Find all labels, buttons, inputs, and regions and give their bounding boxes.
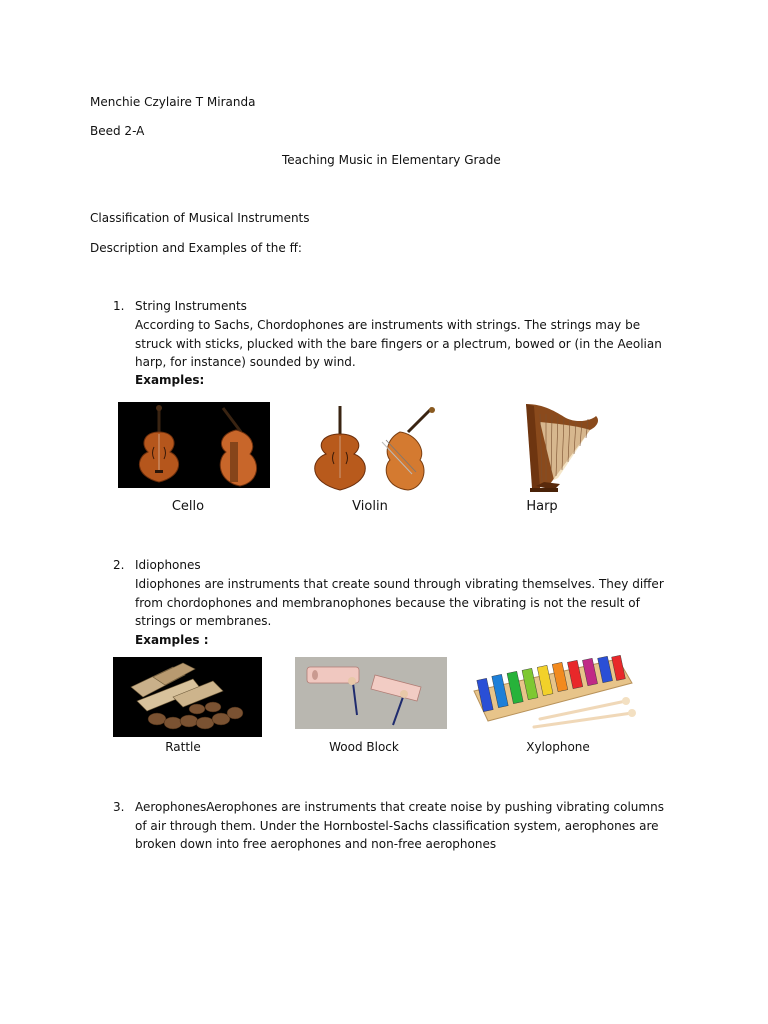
example-caption-harp: Harp bbox=[526, 499, 558, 514]
example-caption-rattle: Rattle bbox=[165, 740, 201, 754]
xylophone-photo bbox=[468, 655, 638, 733]
section-description: Idiophones are instruments that create sound through vibrating themselves. They differ from chordophones and membranophones because the vibrating is not the result of strings or membranes. bbox=[135, 577, 664, 629]
rattle-photo bbox=[113, 657, 262, 737]
instruction-line: Description and Examples of the ff: bbox=[90, 241, 302, 255]
section-number: 2. bbox=[113, 558, 125, 572]
author-name: Menchie Czylaire T Miranda bbox=[90, 95, 256, 109]
section-description: AerophonesAerophones are instruments that create noise by pushing vibrating columns of air through them. Under the Hornbostel-Sachs classification system, aerophones are broken down into free aerophones and non-free aerophones bbox=[135, 800, 664, 852]
topic-title: Classification of Musical Instruments bbox=[90, 211, 310, 225]
example-caption-xylophone: Xylophone bbox=[526, 740, 590, 754]
class-section: Beed 2-A bbox=[90, 124, 145, 138]
examples-label: Examples : bbox=[135, 633, 209, 647]
example-caption-violin: Violin bbox=[352, 499, 388, 514]
section-heading: Idiophones bbox=[135, 558, 201, 572]
section-number: 3. bbox=[113, 800, 125, 814]
examples-label: Examples: bbox=[135, 373, 205, 387]
wood-block-photo bbox=[295, 657, 447, 729]
cello-photo bbox=[118, 402, 270, 488]
section-description: According to Sachs, Chordophones are instruments with strings. The strings may be struck with sticks, plucked with the bare fingers or a plectrum, bowed or (in the Aeolian harp, for instance) sounded by wind. bbox=[135, 318, 662, 370]
example-caption-cello: Cello bbox=[171, 499, 205, 514]
section-heading: String Instruments bbox=[135, 299, 247, 313]
harp-photo bbox=[474, 402, 640, 494]
violin-photo bbox=[296, 402, 448, 492]
section-number: 1. bbox=[113, 299, 125, 313]
course-title: Teaching Music in Elementary Grade bbox=[282, 153, 501, 167]
example-caption-wood-block: Wood Block bbox=[329, 740, 399, 754]
